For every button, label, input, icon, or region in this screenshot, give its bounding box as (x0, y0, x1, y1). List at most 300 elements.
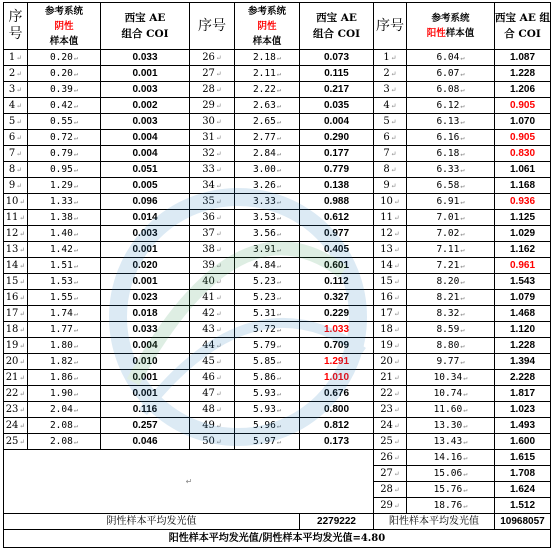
pos-ref-value (407, 290, 495, 306)
pos-ref-value-text: 11.60 (433, 403, 463, 415)
pos-coi (495, 498, 551, 514)
pos-ref-value-text: 7.01 (436, 211, 460, 223)
neg1-seq-text: 15 (5, 275, 19, 287)
neg2-coi-text: 0.035 (323, 100, 350, 111)
paragraph-mark-icon: ↵ (73, 357, 79, 366)
pos-ref-value (407, 386, 495, 402)
neg2-coi (300, 418, 374, 434)
pos-seq-text: 29 (380, 499, 393, 511)
paragraph-mark-icon: ↵ (393, 325, 400, 334)
pos-coi-text: 0.905 (509, 100, 536, 111)
pos-coi-text: 1.206 (509, 84, 536, 95)
pos-ref-value-text: 6.33 (436, 163, 460, 175)
pos-coi-text: 2.228 (509, 372, 536, 383)
paragraph-mark-icon: ↵ (19, 341, 26, 350)
neg2-coi-text: 0.290 (323, 132, 350, 143)
neg1-coi-text: 0.023 (132, 292, 158, 303)
paragraph-mark-icon: ↵ (73, 101, 79, 110)
pos-seq-text: 5 (383, 115, 390, 127)
paragraph-mark-icon: ↵ (460, 133, 465, 142)
neg2-seq-text: 42 (202, 307, 215, 319)
header-ref-neg-1-line3: 样本值 (49, 35, 79, 47)
pos-ref-value-text: 6.91 (436, 195, 460, 207)
neg1-coi-text: 0.001 (132, 372, 158, 383)
neg2-coi (300, 98, 374, 114)
pos-ref-value (407, 322, 495, 338)
paragraph-mark-icon: ↵ (390, 133, 397, 142)
neg2-seq (190, 66, 235, 82)
pos-seq-text: 12 (380, 227, 393, 239)
neg1-seq-text: 25 (5, 435, 19, 447)
paragraph-mark-icon: ↵ (276, 437, 282, 446)
neg1-seq (4, 242, 28, 258)
table-row (4, 146, 551, 162)
paragraph-mark-icon: ↵ (463, 405, 468, 414)
pos-seq-text: 24 (380, 419, 393, 431)
pos-ref-value-text: 10.74 (433, 387, 463, 399)
pos-seq (374, 98, 407, 114)
paragraph-mark-icon: ↵ (73, 117, 79, 126)
neg2-coi-text: 0.612 (323, 212, 350, 223)
neg1-seq-text: 24 (5, 419, 19, 431)
neg1-coi (101, 306, 190, 322)
neg2-ref-value (235, 274, 300, 290)
pos-coi-text: 1.023 (509, 404, 536, 415)
paragraph-mark-icon: ↵ (215, 357, 222, 366)
paragraph-mark-icon: ↵ (19, 357, 26, 366)
paragraph-mark-icon: ↵ (73, 245, 79, 254)
neg1-ref-value-text: 1.77 (49, 323, 73, 335)
neg2-seq-text: 50 (202, 435, 215, 447)
paragraph-mark-icon: ↵ (215, 261, 222, 270)
paragraph-mark-icon: ↵ (393, 501, 400, 510)
neg2-ref-value-text: 3.56 (252, 227, 276, 239)
neg2-ref-value-text: 2.63 (252, 99, 276, 111)
neg2-seq (190, 178, 235, 194)
neg2-ref-value (235, 402, 300, 418)
neg1-ref-value-text: 1.42 (49, 243, 73, 255)
neg1-seq (4, 402, 28, 418)
neg1-seq-text: 13 (5, 243, 19, 255)
pos-ref-value-text: 14.16 (433, 451, 463, 463)
neg2-coi-text: 0.601 (323, 260, 350, 271)
neg2-seq (190, 258, 235, 274)
pos-seq (374, 386, 407, 402)
neg2-ref-value-text: 2.22 (252, 83, 276, 95)
neg1-coi-text: 0.018 (132, 308, 158, 319)
paragraph-mark-icon: ↵ (390, 165, 397, 174)
paragraph-mark-icon: ↵ (276, 373, 282, 382)
paragraph-mark-icon: ↵ (16, 165, 23, 174)
neg2-coi-text: 0.709 (323, 340, 350, 351)
pos-coi-text: 1.600 (509, 436, 536, 447)
neg2-ref-value-text: 5.23 (252, 291, 276, 303)
neg1-coi-text: 0.001 (132, 276, 158, 287)
pos-ref-value-text: 10.34 (433, 371, 463, 383)
neg1-coi-text: 0.004 (132, 340, 158, 351)
pos-seq (374, 338, 407, 354)
neg1-ref-value-text: 1.29 (49, 179, 73, 191)
header-ref-pos-line2 (407, 26, 494, 41)
neg1-seq (4, 226, 28, 242)
neg2-ref-value-text: 3.53 (252, 211, 276, 223)
header-ref-pos-line1: 参考系统 (431, 13, 470, 24)
neg2-coi (300, 290, 374, 306)
neg1-coi (101, 258, 190, 274)
paragraph-mark-icon: ↵ (215, 53, 222, 62)
neg1-coi (101, 402, 190, 418)
neg1-ref-value-text: 1.80 (49, 339, 73, 351)
neg1-seq (4, 50, 28, 66)
header-xibao-3-line1: 西宝 AE 组 (495, 12, 550, 24)
neg2-seq (190, 162, 235, 178)
paragraph-mark-icon: ↵ (215, 421, 222, 430)
pos-coi-text: 1.543 (509, 276, 536, 287)
neg2-ref-value (235, 114, 300, 130)
pos-coi-text: 1.394 (509, 356, 536, 367)
neg1-ref-value (28, 50, 101, 66)
neg1-ref-value (28, 418, 101, 434)
pos-coi (495, 178, 551, 194)
neg1-seq (4, 178, 28, 194)
neg2-seq-text: 35 (202, 195, 215, 207)
pos-coi (495, 418, 551, 434)
neg1-coi (101, 178, 190, 194)
neg-average-value: 2279222 (300, 514, 374, 530)
neg2-coi-text: 0.112 (324, 276, 349, 287)
pos-seq (374, 146, 407, 162)
neg2-ref-value-text: 2.77 (252, 131, 276, 143)
neg2-ref-value (235, 322, 300, 338)
neg1-ref-value-text: 2.04 (49, 403, 73, 415)
table-row (4, 274, 551, 290)
paragraph-mark-icon: ↵ (460, 293, 465, 302)
paragraph-mark-icon: ↵ (16, 69, 23, 78)
paragraph-mark-icon: ↵ (393, 373, 400, 382)
paragraph-mark-icon: ↵ (215, 277, 222, 286)
neg1-ref-value-text: 0.20 (49, 67, 73, 79)
neg1-ref-value (28, 162, 101, 178)
paragraph-mark-icon: ↵ (393, 389, 400, 398)
neg1-ref-value-text: 0.79 (49, 147, 73, 159)
neg2-coi (300, 130, 374, 146)
pos-coi (495, 434, 551, 450)
pos-ref-value (407, 66, 495, 82)
header-ref-neg-2 (235, 3, 300, 50)
paragraph-mark-icon: ↵ (463, 373, 468, 382)
pos-ref-value-text: 18.76 (433, 499, 463, 511)
neg2-ref-value-text: 3.33 (252, 195, 276, 207)
table-row (4, 162, 551, 178)
neg1-ref-value (28, 194, 101, 210)
pos-ref-value-text: 6.12 (436, 99, 460, 111)
pos-ref-value (407, 258, 495, 274)
pos-ref-value-text: 6.58 (436, 179, 460, 191)
paragraph-mark-icon: ↵ (390, 53, 397, 62)
pos-seq (374, 114, 407, 130)
paragraph-mark-icon: ↵ (215, 181, 222, 190)
neg1-coi (101, 226, 190, 242)
pos-coi (495, 162, 551, 178)
neg2-coi (300, 50, 374, 66)
neg2-coi-text: 0.676 (323, 388, 350, 399)
pos-seq-text: 16 (380, 291, 393, 303)
neg2-ref-value (235, 226, 300, 242)
neg2-coi-text: 0.115 (324, 68, 349, 79)
header-xibao-2 (300, 3, 374, 50)
table-row (4, 178, 551, 194)
neg2-coi-text: 1.010 (323, 372, 350, 383)
pos-seq (374, 130, 407, 146)
paragraph-mark-icon: ↵ (460, 101, 465, 110)
pos-ref-value-text: 6.16 (436, 131, 460, 143)
pos-ref-value (407, 354, 495, 370)
neg2-seq (190, 402, 235, 418)
paragraph-mark-icon: ↵ (16, 117, 23, 126)
neg1-seq-text: 12 (5, 227, 19, 239)
pos-coi-text: 1.125 (509, 212, 536, 223)
paragraph-mark-icon: ↵ (73, 389, 79, 398)
paragraph-mark-icon: ↵ (73, 405, 79, 414)
neg1-ref-value-text: 1.38 (49, 211, 73, 223)
paragraph-mark-icon: ↵ (276, 341, 282, 350)
neg2-seq-text: 43 (202, 323, 215, 335)
neg1-coi (101, 290, 190, 306)
pos-seq (374, 482, 407, 498)
neg2-seq-text: 32 (202, 147, 215, 159)
paragraph-mark-icon: ↵ (185, 477, 193, 486)
neg1-ref-value (28, 386, 101, 402)
pos-ref-value-text: 13.43 (433, 435, 463, 447)
neg2-ref-value-text: 5.23 (252, 275, 276, 287)
paragraph-mark-icon: ↵ (463, 501, 468, 510)
paragraph-mark-icon: ↵ (460, 357, 465, 366)
paragraph-mark-icon: ↵ (215, 133, 222, 142)
pos-ref-value-text: 6.13 (436, 115, 460, 127)
neg2-seq-text: 37 (202, 227, 215, 239)
paragraph-mark-icon: ↵ (19, 373, 26, 382)
pos-coi-text: 0.905 (509, 132, 536, 143)
neg2-ref-value (235, 194, 300, 210)
neg1-coi (101, 322, 190, 338)
neg2-coi (300, 402, 374, 418)
neg2-coi-text: 0.812 (323, 420, 350, 431)
paragraph-mark-icon: ↵ (393, 357, 400, 366)
paragraph-mark-icon: ↵ (215, 325, 222, 334)
paragraph-mark-icon: ↵ (276, 117, 282, 126)
paragraph-mark-icon: ↵ (460, 53, 465, 62)
paragraph-mark-icon: ↵ (276, 277, 282, 286)
neg2-ref-value (235, 290, 300, 306)
pos-coi-text: 1.070 (509, 116, 536, 127)
paragraph-mark-icon: ↵ (73, 261, 79, 270)
neg1-ref-value (28, 354, 101, 370)
neg2-ref-value-text: 2.84 (252, 147, 276, 159)
paragraph-mark-icon: ↵ (215, 389, 222, 398)
neg1-seq-text: 18 (5, 323, 19, 335)
pos-coi (495, 194, 551, 210)
neg1-ref-value (28, 146, 101, 162)
neg2-ref-value (235, 98, 300, 114)
pos-ref-value (407, 130, 495, 146)
neg1-seq (4, 194, 28, 210)
header-seq-3 (374, 3, 407, 50)
pos-coi-text: 1.087 (509, 52, 536, 63)
neg2-coi (300, 370, 374, 386)
neg1-ref-value-text: 0.95 (49, 163, 73, 175)
paragraph-mark-icon: ↵ (276, 85, 282, 94)
paragraph-mark-icon: ↵ (73, 133, 79, 142)
neg2-coi (300, 354, 374, 370)
neg1-coi-text: 0.014 (132, 212, 158, 223)
neg2-ref-value-text: 5.97 (252, 435, 276, 447)
neg1-seq-text: 17 (5, 307, 19, 319)
paragraph-mark-icon: ↵ (390, 181, 397, 190)
paragraph-mark-icon: ↵ (19, 325, 26, 334)
neg2-seq-text: 29 (202, 99, 215, 111)
header-ref-neg-1-neg: 阴性 (54, 20, 74, 32)
paragraph-mark-icon: ↵ (73, 325, 79, 334)
paragraph-mark-icon: ↵ (16, 149, 23, 158)
neg1-seq (4, 66, 28, 82)
neg1-ref-value (28, 242, 101, 258)
paragraph-mark-icon: ↵ (460, 197, 465, 206)
pos-ref-value (407, 482, 495, 498)
neg2-seq-text: 30 (202, 115, 215, 127)
pos-seq-text: 4 (383, 99, 390, 111)
pos-seq-text: 28 (380, 483, 393, 495)
pos-coi-text: 1.168 (509, 180, 536, 191)
pos-ref-value (407, 194, 495, 210)
neg1-seq (4, 354, 28, 370)
paragraph-mark-icon: ↵ (393, 421, 400, 430)
pos-seq (374, 50, 407, 66)
neg1-ref-value (28, 226, 101, 242)
neg2-ref-value-text: 5.96 (252, 419, 276, 431)
header-xibao-1-line2: 组合 COI (121, 28, 169, 40)
table-row (4, 130, 551, 146)
pos-ref-value-text: 8.20 (436, 275, 460, 287)
neg2-coi (300, 114, 374, 130)
pos-seq (374, 242, 407, 258)
header-seq-1-line2: 号 (8, 26, 23, 42)
pos-coi (495, 66, 551, 82)
pos-seq-text: 2 (383, 67, 390, 79)
neg2-seq (190, 338, 235, 354)
neg2-coi-text: 0.004 (323, 116, 350, 127)
paragraph-mark-icon: ↵ (215, 165, 222, 174)
neg1-coi-text: 0.004 (132, 132, 158, 143)
pos-coi (495, 146, 551, 162)
pos-coi (495, 50, 551, 66)
neg1-ref-value-text: 1.86 (49, 371, 73, 383)
neg2-seq (190, 354, 235, 370)
paragraph-mark-icon: ↵ (73, 165, 79, 174)
pos-ref-value (407, 370, 495, 386)
neg1-ref-value (28, 66, 101, 82)
neg2-seq (190, 210, 235, 226)
paragraph-mark-icon: ↵ (463, 453, 468, 462)
neg1-seq-text: 22 (5, 387, 19, 399)
pos-seq-text: 25 (380, 435, 393, 447)
neg2-ref-value-text: 5.85 (252, 355, 276, 367)
paragraph-mark-icon: ↵ (276, 149, 282, 158)
neg2-ref-value-text: 5.86 (252, 371, 276, 383)
neg2-seq-text: 49 (202, 419, 215, 431)
pos-ref-value (407, 466, 495, 482)
pos-ref-value (407, 418, 495, 434)
paragraph-mark-icon: ↵ (19, 229, 26, 238)
neg1-coi (101, 82, 190, 98)
pos-coi (495, 338, 551, 354)
neg2-ref-value (235, 258, 300, 274)
neg1-seq (4, 130, 28, 146)
paragraph-mark-icon: ↵ (393, 405, 400, 414)
neg2-ref-value (235, 130, 300, 146)
header-xibao-1 (101, 3, 190, 50)
paragraph-mark-icon: ↵ (460, 325, 465, 334)
neg2-coi (300, 66, 374, 82)
paragraph-mark-icon: ↵ (73, 309, 79, 318)
neg2-seq (190, 82, 235, 98)
paragraph-mark-icon: ↵ (19, 277, 26, 286)
neg2-coi (300, 242, 374, 258)
paragraph-mark-icon: ↵ (276, 293, 282, 302)
paragraph-mark-icon: ↵ (73, 149, 79, 158)
paragraph-mark-icon: ↵ (16, 101, 23, 110)
paragraph-mark-icon: ↵ (393, 197, 400, 206)
pos-seq (374, 194, 407, 210)
neg1-ref-value-text: 0.72 (49, 131, 73, 143)
neg2-ref-value (235, 210, 300, 226)
neg1-ref-value-text: 1.40 (49, 227, 73, 239)
paragraph-mark-icon: ↵ (390, 117, 397, 126)
pos-ref-value-text: 6.18 (436, 147, 460, 159)
paragraph-mark-icon: ↵ (215, 229, 222, 238)
paragraph-mark-icon: ↵ (16, 181, 23, 190)
pos-coi-text: 1.468 (509, 308, 536, 319)
paragraph-mark-icon: ↵ (73, 53, 79, 62)
neg2-coi-text: 0.779 (323, 164, 350, 175)
paragraph-mark-icon: ↵ (73, 373, 79, 382)
pos-coi (495, 82, 551, 98)
neg2-seq (190, 146, 235, 162)
paragraph-mark-icon: ↵ (215, 341, 222, 350)
neg2-seq (190, 386, 235, 402)
paragraph-mark-icon: ↵ (73, 85, 79, 94)
pos-seq-text: 6 (383, 131, 390, 143)
neg1-seq (4, 82, 28, 98)
neg1-seq-text: 11 (5, 211, 19, 223)
pos-coi (495, 450, 551, 466)
neg1-coi (101, 130, 190, 146)
neg1-coi (101, 418, 190, 434)
neg1-ref-value-text: 2.08 (49, 419, 73, 431)
neg2-ref-value-text: 5.93 (252, 387, 276, 399)
neg2-ref-value (235, 162, 300, 178)
neg1-coi-text: 0.046 (132, 436, 158, 447)
neg2-coi (300, 434, 374, 450)
paragraph-mark-icon: ↵ (276, 229, 282, 238)
header-xibao-1-line1: 西宝 AE (124, 12, 166, 24)
table-row (4, 354, 551, 370)
header-seq-3-label: 序号 (376, 17, 404, 34)
pos-coi (495, 226, 551, 242)
paragraph-mark-icon: ↵ (19, 421, 26, 430)
neg2-seq (190, 114, 235, 130)
pos-coi-text: 1.228 (509, 68, 536, 79)
paragraph-mark-icon: ↵ (393, 229, 400, 238)
